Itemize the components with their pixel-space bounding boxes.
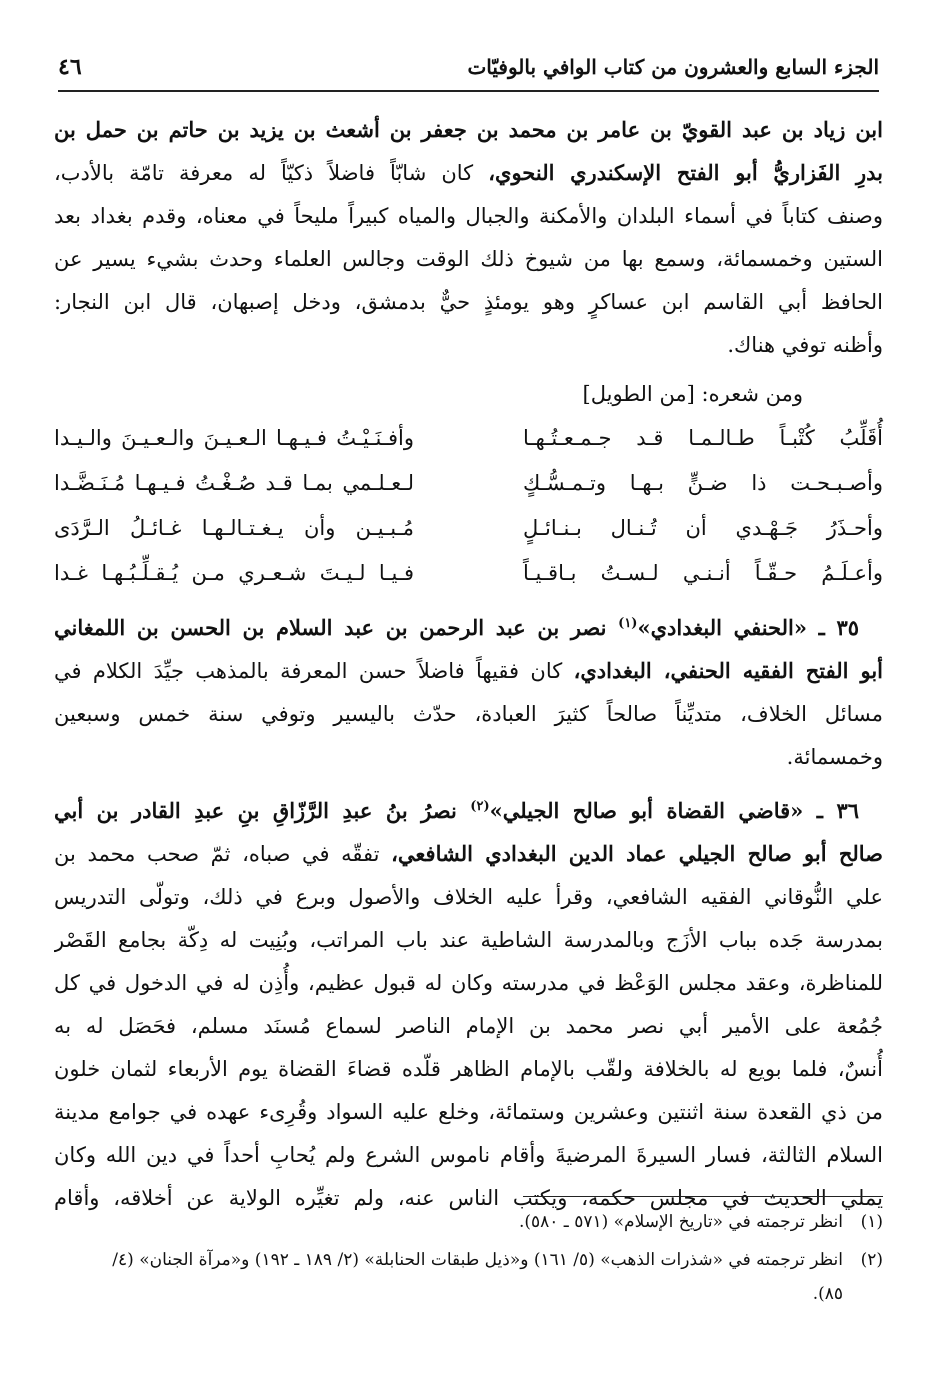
footnote-1-text: انظر ترجمته في «تاريخ الإسلام» (٥٧١ ـ ٥٨٠). <box>518 1212 843 1232</box>
entry-34-line-3: وصنف كتاباً في أسماء البلدان والأمكنة والجبال والمياه كبيراً مليحاً في معناه، وقدم بغداد بعد <box>54 204 883 228</box>
footnote-ref-1[interactable]: (١) <box>618 616 638 631</box>
entry-36-name: نصرُ بنُ عبدِ الرَّزّاقِ بنِ عبدِ القادر بن أبي <box>54 798 471 823</box>
footnote-2-continuation: ٨٥). <box>812 1284 843 1304</box>
verse-row <box>54 551 883 596</box>
footnote-1 <box>54 1205 883 1239</box>
entry-36-line-6: جُمُعة على الأمير أبي نصر محمد بن الإمام الناصر لسماع مُسنَد مسلم، فحَصَل له به <box>54 1014 883 1038</box>
entry-35-line-2 <box>54 649 883 693</box>
entry-34-name: بدرِ الفَزاريُّ أبو الفتح الإسكندري النحوي، <box>488 160 883 185</box>
verse-first-hemistich: وأصـبـحـت ذا ضـنٍّ بـهـا وتـمـسُّـكٍ <box>523 471 883 495</box>
footnote-rule <box>523 1196 883 1197</box>
page-number: ٤٦ <box>58 54 82 80</box>
footnote-1-number: (١) <box>860 1212 883 1232</box>
entry-35-kunya: أبو الفتح الفقيه الحنفي، البغدادي، <box>573 658 883 683</box>
entry-34-line-2 <box>54 151 883 195</box>
entry-34-line-5: الحافظ أبي القاسم ابن عساكرٍ وهو يومئذٍ حيٌّ بدمشق، ودخل إصبهان، قال ابن النجار: <box>54 290 883 314</box>
footnote-2-text: انظر ترجمته في «شذرات الذهب» (٥/ ١٦١) و«ذيل طبقات الحنابلة» (٢/ ١٨٩ ـ ١٩٢) و«مرآة الجنان» (٤/ <box>112 1250 843 1270</box>
entry-36-line-2 <box>54 832 883 876</box>
entry-35-line-4: وخمسمائة. <box>786 745 883 769</box>
footnote-2 <box>54 1243 883 1311</box>
footnote-ref-2[interactable]: (٢) <box>470 799 490 814</box>
entry-36-heading <box>54 785 883 832</box>
verse-second-hemistich: وأفـنَـيْـتُ فـيـهـا الـعـيـنَ والـعـيـنَ والـيـدا <box>54 426 414 450</box>
entry-36-line-8: من ذي القعدة سنة اثنتين وعشرين وستمائة، وخلع عليه السواد وقُرِىء عهده في جوامع مدينة <box>54 1100 883 1124</box>
verse-row <box>54 506 883 551</box>
verse-row <box>54 461 883 506</box>
entry-36-line-9: السلام الثالثة، فسار السيرةَ المرضيةَ وأقام ناموس الشرع ولم يُحابِ أحداً في دين الله وكان <box>54 1143 883 1167</box>
entry-34-line-2-rest: كان شابّاً فاضلاً ذكيّاً له معرفة تامّة بالأدب، <box>54 161 489 185</box>
poetry-verses <box>54 416 883 596</box>
verse-first-hemistich: وأحـذَرُ جَـهْـدي أن تُـنـال بـنـائـلٍ <box>523 516 883 540</box>
entry-34-line-6: وأظنه توفي هناك. <box>727 333 883 357</box>
poetry-intro: ومن شعره: [من الطويل] <box>582 382 803 406</box>
page-body <box>54 108 883 1220</box>
verse-first-hemistich: وأعـلَـمُ حـقّـاً أنـنـي لـسـتُ بـاقـيـاً <box>523 561 883 585</box>
footnotes <box>54 1196 883 1311</box>
entry-34-line-1: ابن زياد بن عبد القويّ بن عامر بن محمد بن جعفر بن أشعث بن يزيد بن حاتم بن حمل بن <box>54 117 883 142</box>
entry-35-name: نصر بن عبد الرحمن بن عبد السلام بن الحسن بن اللمغاني <box>54 615 619 640</box>
entry-36-number-title: ٣٦ ـ «قاضي القضاة أبو صالح الجيلي» <box>489 798 859 823</box>
entry-35-number-nisba: ٣٥ ـ «الحنفي البغدادي» <box>637 615 859 640</box>
entry-35-line-3: مسائل الخلاف، متديِّناً صالحاً كثيرَ العبادة، حدّث باليسير وتوفي سنة خمس وسبعين <box>54 702 883 726</box>
page-header <box>58 44 879 92</box>
entry-35-heading <box>54 602 883 649</box>
entry-36-line-10: يملي الحديث في مجلس حكمه، ويكتب الناس عنه، ولم تغيِّره الولاية عن أخلاقه، وأقام <box>54 1186 883 1210</box>
footnote-2-number: (٢) <box>860 1250 883 1270</box>
entry-36-line-5: للمناظرة، وعقد مجلس الوَعْظ في مدرسته وكان له قبول عظيم، وأُذِن له في الدخول في كل <box>54 971 883 995</box>
entry-36-line-2-rest: تفقّه في صباه، ثمّ صحب محمد بن <box>54 842 392 866</box>
verse-second-hemistich: مُـبـيـن وأن يـغـتـالـهـا غـائـلُ الـرَّدَى <box>54 516 414 540</box>
entry-36-line-7: أُنسٌ، فلما بويع له بالخلافة ولقّب بالإمام الظاهر قلّده قضاءَ القضاة يوم الأربعاء لثمان خلون <box>54 1057 883 1081</box>
entry-35-line-2-rest: كان فقيهاً فاضلاً حسن المعرفة بالمذهب جيِّدَ الكلام في <box>54 659 574 683</box>
running-title: الجزء السابع والعشرون من كتاب الوافي بالوفيّات <box>467 55 879 79</box>
entry-36-line-4: بمدرسة جَده بباب الأزَج وبالمدرسة الشاطية عند باب المراتب، وبُنِيت له دِكّة بجامع القَصْر <box>54 928 883 952</box>
verse-second-hemistich: فـيـا لـيـتَ شـعـري مـن يُـقـلِّـبُـهـا غـدا <box>54 561 414 585</box>
verse-second-hemistich: لـعـلـمي بمـا قـد صُـغْـتُ فـيـهـا مُـنَـضَّـدا <box>54 471 414 495</box>
entry-36-line-3: علي النُّوقاني الفقيه الشافعي، وقرأ عليه الخلاف والأصول وبرع في ذلك، وتولّى التدريس <box>54 885 883 909</box>
entry-36-kunya: صالح أبو صالح الجيلي عماد الدين البغدادي الشافعي، <box>391 841 883 866</box>
verse-row <box>54 416 883 461</box>
entry-34-line-4: الستين وخمسمائة، وسمع بها من شيوخ ذلك الوقت وجالس العلماء وحدث بشيء يسير عن <box>54 247 883 271</box>
verse-first-hemistich: أُقَلِّبُ كُتْبـاً طـالـمـا قـد جـمـعـتُـهـا <box>523 426 883 450</box>
